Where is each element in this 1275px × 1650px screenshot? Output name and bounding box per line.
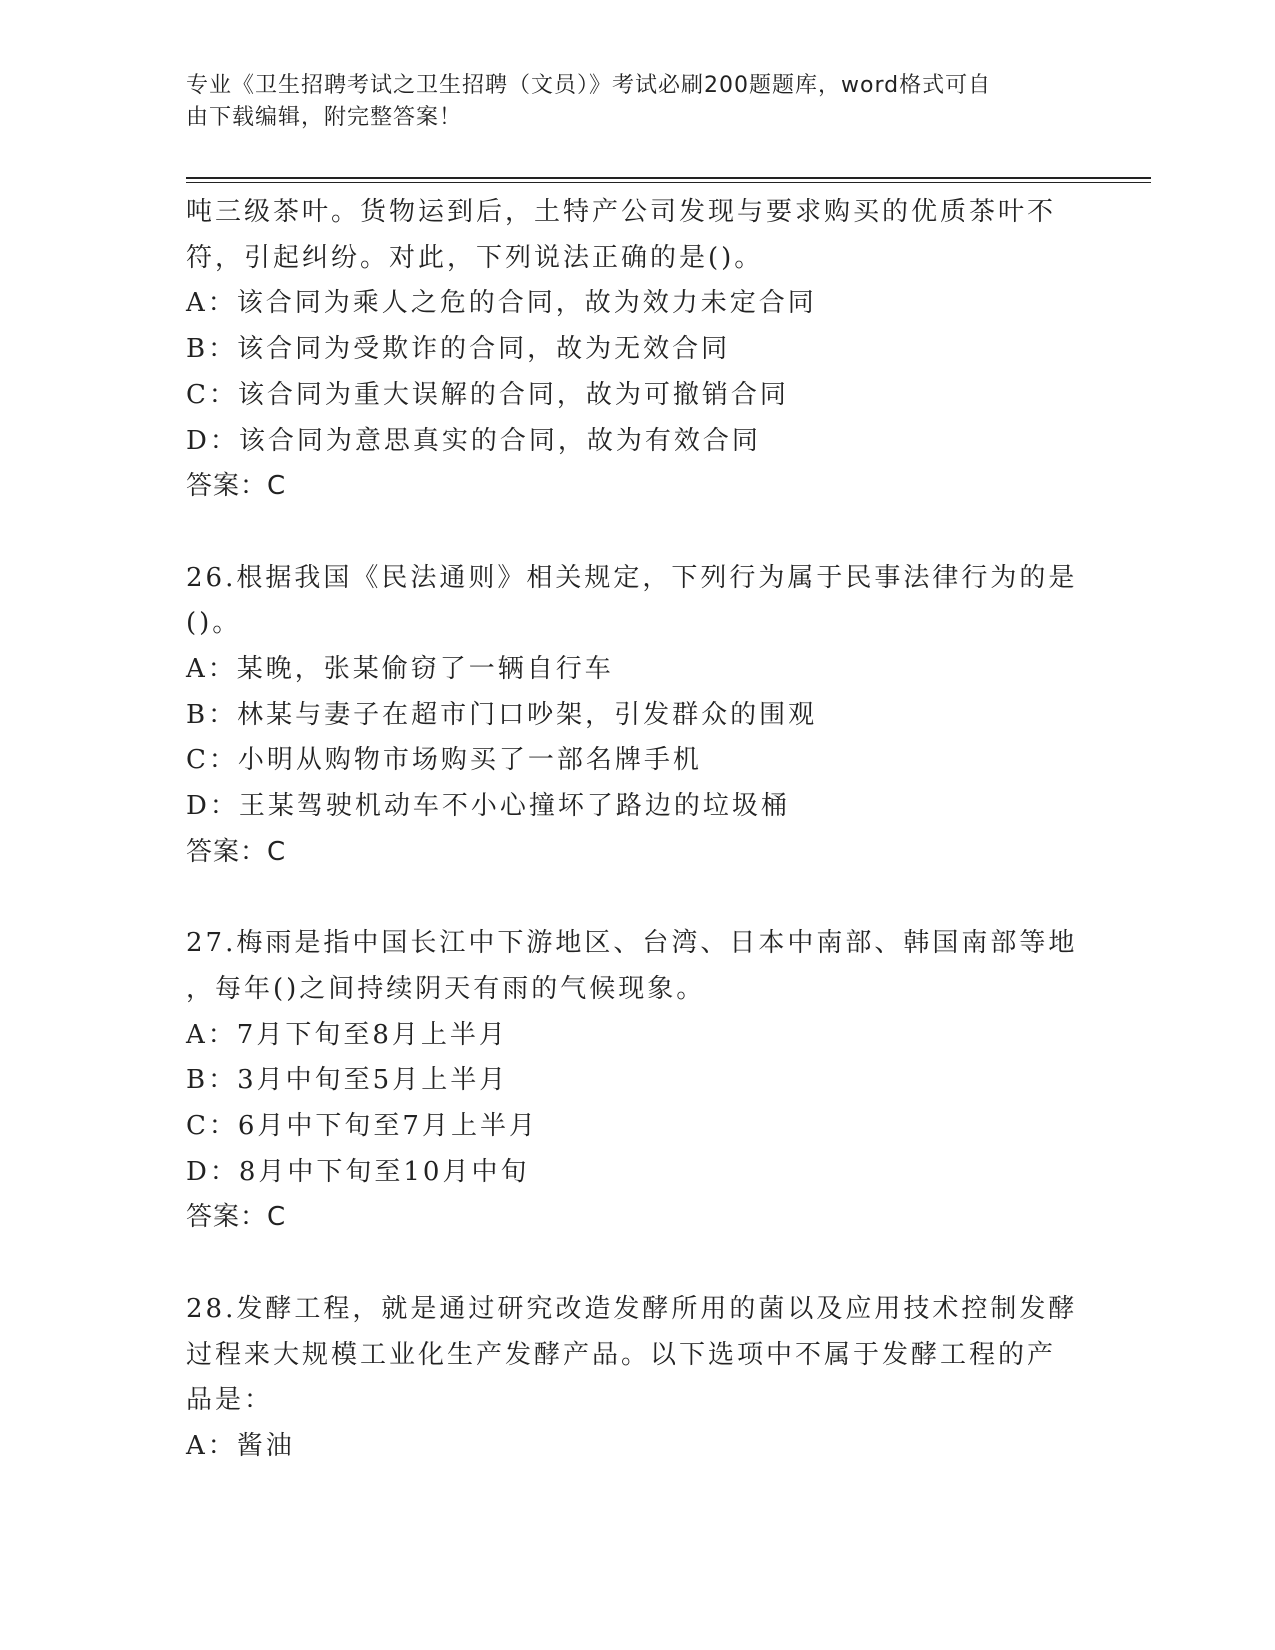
header-rule-thick bbox=[186, 177, 1151, 179]
question-stem-line: 28.发酵工程，就是通过研究改造发酵所用的菌以及应用技术控制发酵 bbox=[186, 1293, 1078, 1324]
option-b: B：3月中旬至5月上半月 bbox=[186, 1065, 509, 1096]
question-content bbox=[186, 190, 1086, 1470]
option-b: B：林某与妻子在超市门口吵架，引发群众的围观 bbox=[186, 699, 818, 730]
question-25 bbox=[186, 190, 1086, 510]
spacer bbox=[186, 1241, 1086, 1287]
option-d: D：该合同为意思真实的合同，故为有效合同 bbox=[186, 425, 761, 456]
question-stem-line: 26.根据我国《民法通则》相关规定，下列行为属于民事法律行为的是 bbox=[186, 562, 1078, 593]
option-a: A：该合同为乘人之危的合同，故为效力未定合同 bbox=[186, 288, 817, 319]
question-stem-line: 符，引起纠纷。对此，下列说法正确的是()。 bbox=[186, 242, 764, 273]
answer-line: 答案：C bbox=[186, 471, 287, 502]
option-b: B：该合同为受欺诈的合同，故为无效合同 bbox=[186, 334, 731, 365]
answer-line: 答案：C bbox=[186, 1202, 287, 1233]
header-line-1: 专业《卫生招聘考试之卫生招聘（文员）》考试必刷200题题库，word格式可自 bbox=[186, 73, 992, 98]
question-28 bbox=[186, 1287, 1086, 1470]
option-c: C：6月中下旬至7月上半月 bbox=[186, 1111, 538, 1142]
question-stem-line: ()。 bbox=[186, 608, 242, 639]
header-rule-thin bbox=[186, 182, 1151, 183]
option-c: C：该合同为重大误解的合同，故为可撤销合同 bbox=[186, 379, 789, 410]
option-c: C：小明从购物市场购买了一部名牌手机 bbox=[186, 745, 702, 776]
question-26 bbox=[186, 556, 1086, 876]
header-line-2: 由下载编辑，附完整答案！ bbox=[186, 105, 463, 130]
spacer bbox=[186, 510, 1086, 556]
question-stem-line: 吨三级茶叶。货物运到后，土特产公司发现与要求购买的优质茶叶不 bbox=[186, 197, 1057, 227]
question-stem-line: ，每年()之间持续阴天有雨的气候现象。 bbox=[186, 973, 706, 1004]
option-d: D：王某驾驶机动车不小心撞坏了路边的垃圾桶 bbox=[186, 791, 790, 822]
question-stem-line: 品是： bbox=[186, 1385, 274, 1416]
document-header bbox=[186, 70, 1066, 134]
question-27 bbox=[186, 921, 1086, 1241]
option-d: D：8月中下旬至10月中旬 bbox=[186, 1156, 530, 1187]
question-stem-line: 27.梅雨是指中国长江中下游地区、台湾、日本中南部、韩国南部等地 bbox=[186, 928, 1078, 959]
option-a: A：某晚，张某偷窃了一辆自行车 bbox=[186, 654, 614, 685]
option-a: A：酱油 bbox=[186, 1430, 295, 1461]
spacer bbox=[186, 876, 1086, 922]
answer-line: 答案：C bbox=[186, 836, 287, 867]
option-a: A：7月下旬至8月上半月 bbox=[186, 1019, 508, 1050]
question-stem-line: 过程来大规模工业化生产发酵产品。以下选项中不属于发酵工程的产 bbox=[186, 1339, 1057, 1370]
